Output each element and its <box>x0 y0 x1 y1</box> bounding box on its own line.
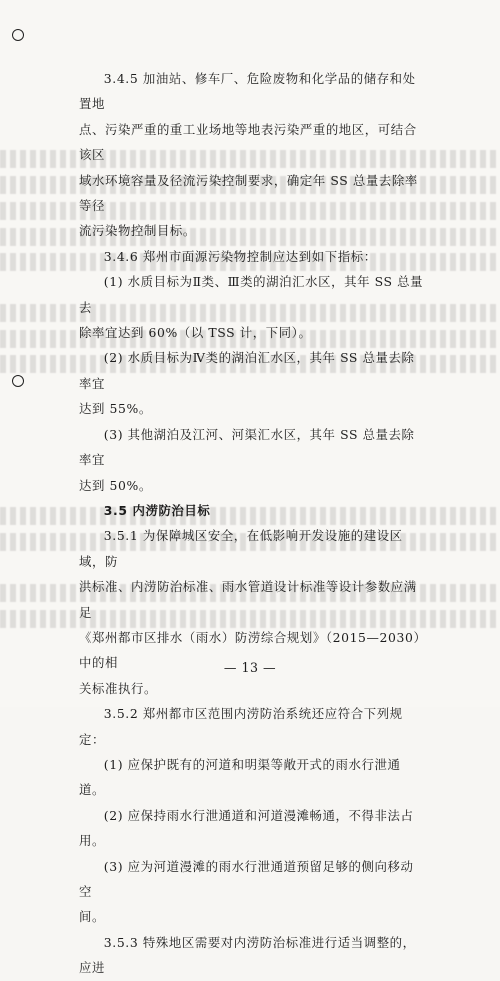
document-body <box>79 66 424 981</box>
line: (1) 水质目标为Ⅱ类、Ⅲ类的湖泊汇水区，其年 SS 总量去 <box>79 274 424 315</box>
list-item <box>79 752 424 803</box>
line: (2) 应保持雨水行泄通道和河道漫滩畅通，不得非法占用。 <box>79 807 414 849</box>
paragraph <box>79 66 424 244</box>
line: 达到 50%。 <box>79 477 152 493</box>
line: 除率宜达到 60%（以 TSS 计，下同）。 <box>79 325 312 341</box>
line: 3.5.3 特殊地区需要对内涝防治标准进行适当调整的，应进 <box>79 934 416 976</box>
page-number: — 13 — <box>223 660 277 675</box>
list-item <box>79 422 424 498</box>
line: 域水环境容量及径流污染控制要求，确定年 SS 总量去除率等径 <box>79 172 418 214</box>
line: 3.5.1 为保障城区安全，在低影响开发设施的建设区域，防 <box>79 528 403 569</box>
line: 流污染物控制目标。 <box>79 223 196 239</box>
line: 洪标准、内涝防治标准、雨水管道设计标准等设计参数应满足 <box>79 579 417 620</box>
line: 达到 55%。 <box>79 401 152 417</box>
list-item <box>79 854 424 930</box>
list-item <box>79 803 424 854</box>
line: 间。 <box>79 909 105 925</box>
line: (1) 应保护既有的河道和明渠等敞开式的雨水行泄通道。 <box>79 756 401 798</box>
paragraph <box>79 244 424 269</box>
paragraph <box>79 701 424 752</box>
line: (3) 其他湖泊及江河、河渠汇水区，其年 SS 总量去除率宜 <box>79 426 415 468</box>
line: 《郑州都市区排水（雨水）防涝综合规划》（2015—2030）中的相 <box>79 629 421 671</box>
list-item <box>79 345 424 421</box>
paragraph <box>79 930 424 981</box>
line: 3.5.2 郑州都市区范围内涝防治系统还应符合下列规定： <box>79 706 403 747</box>
line: 3.4.6 郑州市面源污染物控制应达到如下指标： <box>103 248 377 264</box>
line: 点、污染严重的重工业场地等地表污染严重的地区，可结合该区 <box>79 121 417 163</box>
binding-hole-mark <box>12 375 24 387</box>
line: (3) 应为河道漫滩的雨水行泄通道预留足够的侧向移动空 <box>79 858 414 899</box>
list-item <box>79 269 424 345</box>
line: 关标准执行。 <box>79 680 157 696</box>
section-heading: 3.5 内涝防治目标 <box>103 502 211 518</box>
line: (2) 水质目标为Ⅳ类的湖泊汇水区，其年 SS 总量去除率宜 <box>79 350 415 391</box>
line: 3.4.5 加油站、修车厂、危险废物和化学品的储存和处置地 <box>79 71 416 112</box>
binding-hole-mark <box>12 29 24 41</box>
